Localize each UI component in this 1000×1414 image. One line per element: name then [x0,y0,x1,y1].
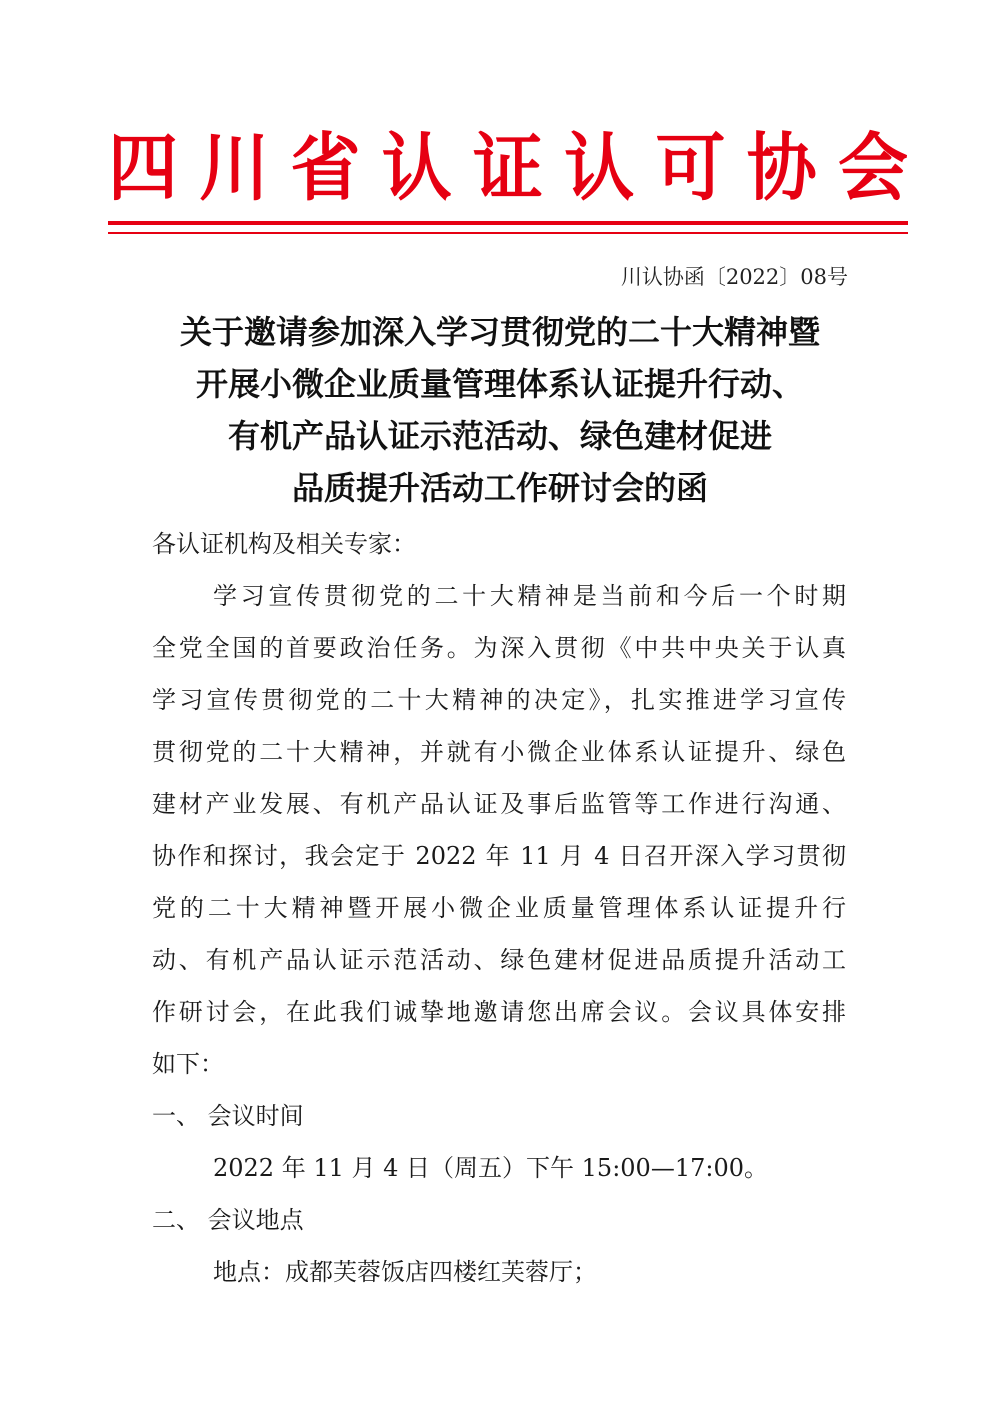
title-line: 关于邀请参加深入学习贯彻党的二十大精神暨 [179,313,820,351]
letterhead-divider-thick [108,221,908,225]
org-name-char: 认 [564,124,635,212]
org-name-char: 认 [381,124,452,212]
title-line: 品质提升活动工作研讨会的函 [291,469,708,507]
meeting-time: 2022 年 11 月 4 日（周五）下午 15:00—17:00。 [213,1154,768,1182]
section-heading-time: 一、 会议时间 [152,1102,304,1130]
letterhead-org-name [108,124,908,212]
org-name-char: 证 [473,124,543,212]
org-name-char: 可 [655,124,726,212]
org-name-char: 省 [290,124,361,212]
org-name-char: 四 [108,124,178,212]
section-heading-location: 二、 会议地点 [152,1206,304,1234]
paragraph-line: 如下： [152,1050,224,1078]
paragraph-line: 党的二十大精神暨开展小微企业质量管理体系认证提升行 [152,894,846,922]
letterhead-divider-thin [108,232,908,234]
paragraph-line: 学习宣传贯彻党的二十大精神是当前和今后一个时期 [213,582,846,610]
document-number: 川认协函〔2022〕08号 [620,265,848,289]
paragraph-line: 动、有机产品认证示范活动、绿色建材促进品质提升活动工 [152,946,846,974]
meeting-location: 地点：成都芙蓉饭店四楼红芙蓉厅； [213,1258,597,1286]
paragraph-line: 全党全国的首要政治任务。为深入贯彻《中共中央关于认真 [152,634,846,662]
title-line: 开展小微企业质量管理体系认证提升行动、 [195,365,804,403]
paragraph-line: 协作和探讨，我会定于 2022 年 11 月 4 日召开深入学习贯彻 [152,842,846,870]
paragraph-line: 学习宣传贯彻党的二十大精神的决定》，扎实推进学习宣传 [152,686,846,714]
org-name-char: 协 [746,124,817,212]
paragraph-line: 作研讨会，在此我们诚挚地邀请您出席会议。会议具体安排 [152,998,846,1026]
org-name-char: 川 [199,124,270,212]
org-name-char: 会 [838,124,908,212]
salutation: 各认证机构及相关专家： [152,530,416,558]
document-title [100,306,900,514]
title-line: 有机产品认证示范活动、绿色建材促进 [227,417,772,455]
paragraph-line: 贯彻党的二十大精神，并就有小微企业体系认证提升、绿色 [152,738,846,766]
paragraph-line: 建材产业发展、有机产品认证及事后监管等工作进行沟通、 [152,790,846,818]
